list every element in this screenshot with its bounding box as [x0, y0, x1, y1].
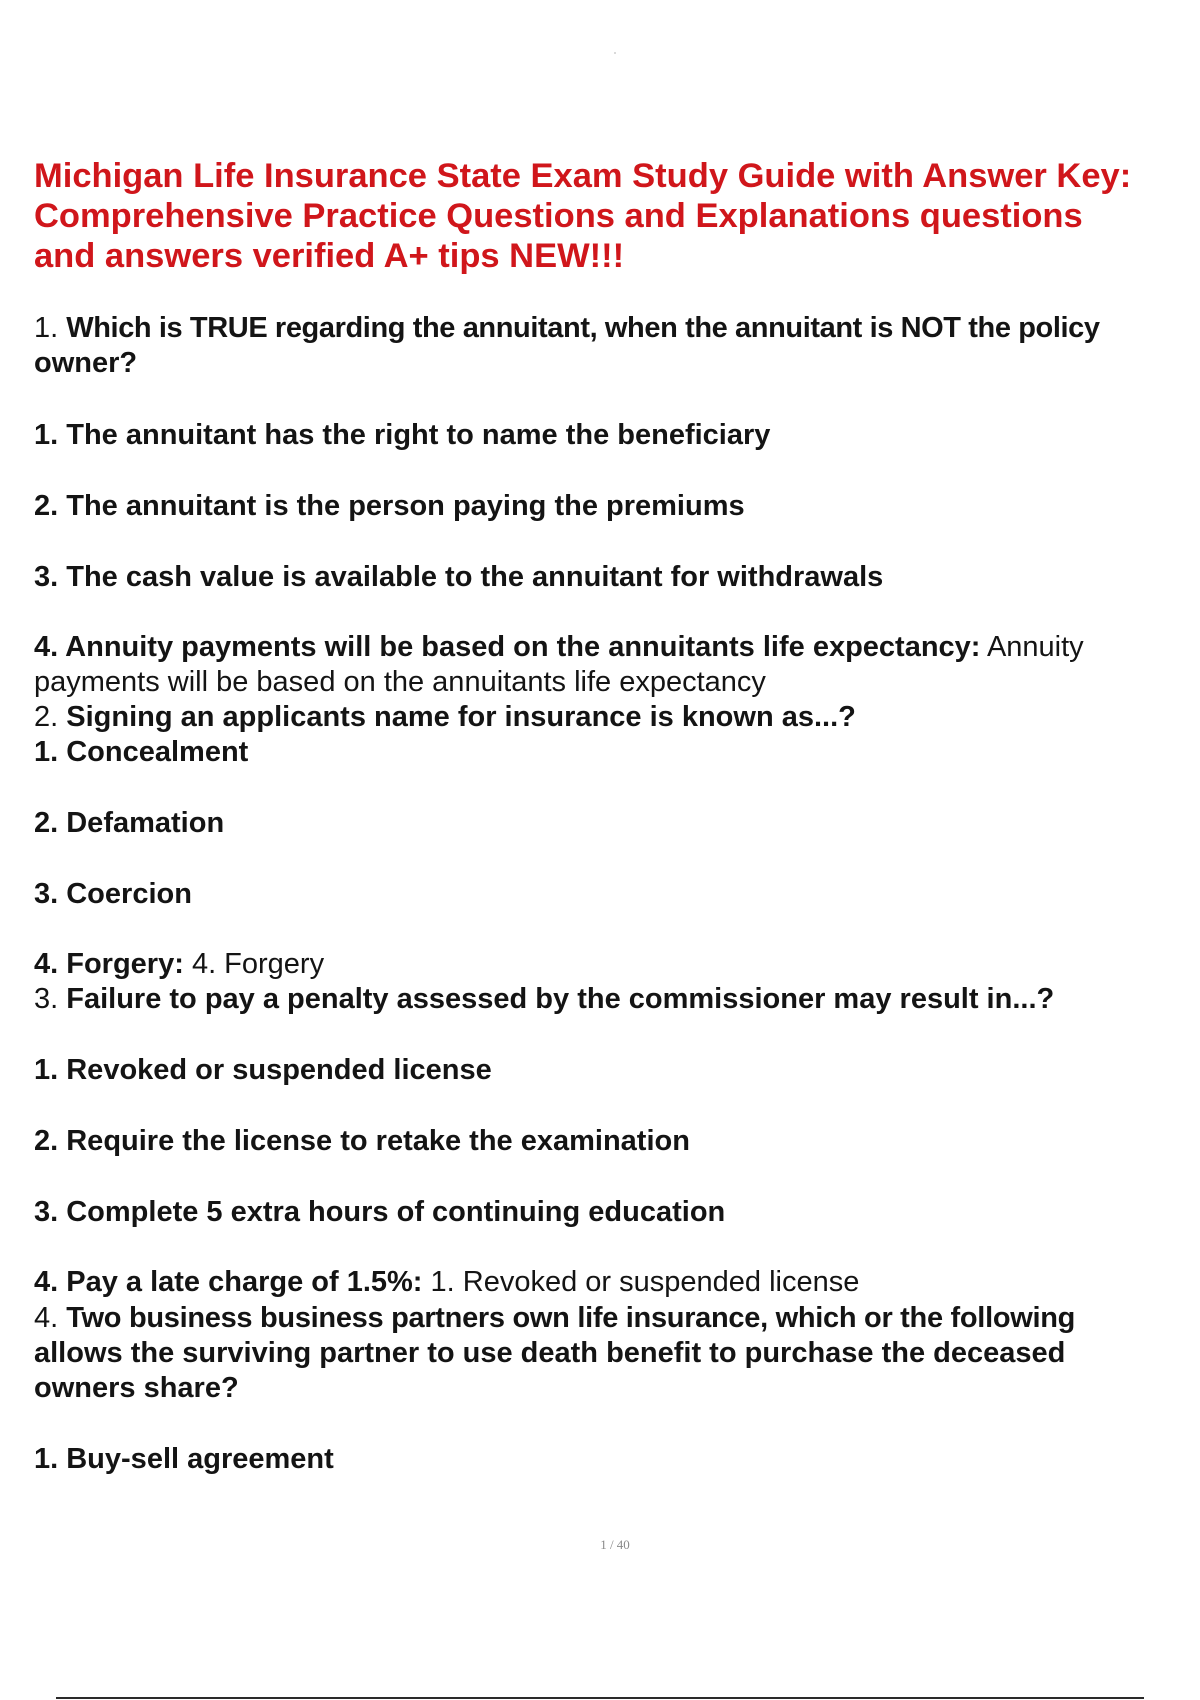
answer-option: 4. Pay a late charge of 1.5%:	[34, 1266, 423, 1298]
question-number: 4.	[34, 1302, 59, 1334]
answer-option-with-key	[34, 629, 1084, 665]
bottom-divider	[56, 1697, 1144, 1699]
answer-option: 3. Coercion	[34, 878, 192, 910]
question-1-line	[34, 310, 1100, 346]
question-2-line	[34, 699, 856, 735]
answer-option: 3. Complete 5 extra hours of continuing education	[34, 1196, 726, 1228]
question-text-continued: owner?	[34, 347, 138, 379]
document-title	[34, 156, 1184, 276]
question-number: 1.	[34, 312, 59, 344]
answer-option: 2. The annuitant is the person paying the premiums	[34, 490, 745, 522]
answer-option: 1. Buy-sell agreement	[34, 1443, 334, 1475]
answer-option: 1. Revoked or suspended license	[34, 1054, 492, 1086]
answer-option: 4. Forgery:	[34, 948, 184, 980]
title-line: and answers verified A+ tips NEW!!!	[34, 237, 625, 275]
answer-option: 4. Annuity payments will be based on the annuitants life expectancy:	[34, 631, 981, 663]
answer-key: Annuity	[986, 631, 1084, 663]
answer-option: 1. The annuitant has the right to name the beneficiary	[34, 419, 771, 451]
answer-option: 2. Defamation	[34, 807, 225, 839]
question-4-line	[34, 1300, 1075, 1336]
question-text: Failure to pay a penalty assessed by the commissioner may result in...?	[66, 983, 1055, 1015]
question-number: 2.	[34, 701, 59, 733]
answer-option-with-key	[34, 946, 324, 982]
answer-option: 3. The cash value is available to the annuitant for withdrawals	[34, 561, 884, 593]
question-3-line	[34, 981, 1054, 1017]
answer-option: 2. Require the license to retake the examination	[34, 1125, 690, 1157]
question-text-continued: owners share?	[34, 1372, 239, 1404]
question-number: 3.	[34, 983, 59, 1015]
answer-key: 1. Revoked or suspended license	[430, 1266, 860, 1298]
question-text-continued: allows the surviving partner to use death benefit to purchase the deceased	[34, 1337, 1066, 1369]
scan-speck	[614, 52, 616, 54]
question-text: Two business business partners own life insurance, which or the following	[66, 1302, 1076, 1334]
answer-option-with-key	[34, 1264, 859, 1300]
answer-option: 1. Concealment	[34, 736, 249, 768]
title-line: Comprehensive Practice Questions and Explanations questions	[34, 197, 1083, 235]
answer-key-continued: payments will be based on the annuitants life expectancy	[34, 666, 766, 698]
title-line: Michigan Life Insurance State Exam Study Guide with Answer Key:	[34, 157, 1132, 195]
answer-key: 4. Forgery	[191, 948, 325, 980]
question-text: Which is TRUE regarding the annuitant, when the annuitant is NOT the policy	[66, 312, 1100, 344]
question-text: Signing an applicants name for insurance is known as...?	[66, 701, 856, 733]
page-indicator: 1 / 40	[600, 1537, 630, 1552]
